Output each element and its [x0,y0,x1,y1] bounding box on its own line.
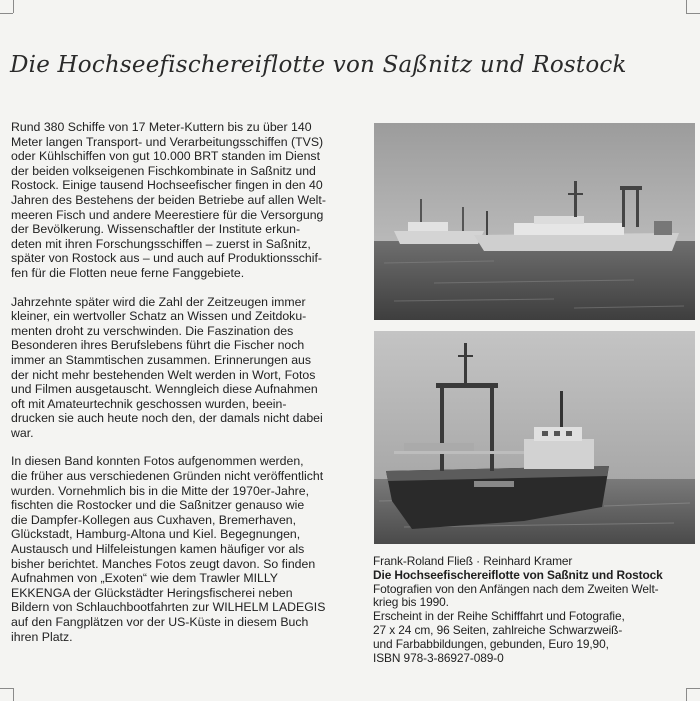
book-authors: Frank-Roland Fließ · Reinhard Kramer [373,554,573,568]
body-text [11,120,366,658]
photo-trawler-image [374,331,695,544]
photo-ships-at-sea [374,123,695,320]
crop-mark-top-left-h [0,13,13,14]
crop-mark-top-left-v [13,0,14,13]
page-title: Die Hochseefischereiflotte von Saßnitz und Rostock [10,52,627,78]
book-specs: 27 x 24 cm, 96 Seiten, zahlreiche Schwarzweiß- und Farbabbildungen, gebunden, Euro 19,90, [373,622,623,651]
crop-mark-bottom-right-h [686,688,700,689]
body-paragraph-2: Jahrzehnte später wird die Zahl der Zeitzeugen immer kleiner, ein wertvoller Schatz an Wissen und Zeitdoku- menten droht zu verschwinden. Die Faszination des Besonderen ihres Berufslebens führt die Fischer noch immer an Stammtischen zusammen. Erinnerungen aus der nicht mehr bestehenden Welt werden in Wort, Fotos und Filmen ausgetauscht. Wenngleich diese Aufnahmen oft mit Amateurtechnik geschossen wurden, beein- drucken sie auch heute noch den, der damals nicht dabei war. [11,294,323,440]
book-series: Erscheint in der Reihe Schifffahrt und Fotografie, [373,609,625,624]
book-title: Die Hochseefischereiflotte von Saßnitz und Rostock [373,567,663,582]
photo-trawler [374,331,695,544]
book-subtitle: Fotografien von den Anfängen nach dem Zweiten Welt- krieg bis 1990. [373,581,659,610]
photo-ships-at-sea-image [374,123,695,320]
crop-mark-bottom-left-v [13,688,14,701]
body-paragraph-3: In diesen Band konnten Fotos aufgenommen werden, die früher aus verschiedenen Gründen nicht veröffentlicht wurden. Vornehmlich bis in die Mitte der 1970er-Jahre, fischten die Rostocker und die Saßnitzer genauso wie die Dampfer-Kollegen aus Cuxhaven, Bremerhaven, Glückstadt, Hamburg-Altona und Kiel. Begegnungen, Austausch und Hilfeleistungen kamen häufiger vor als bisher berichtet. Manches Fotos zeugt davon. So finden Aufnahmen von „Exoten“ wie dem Trawler MILLY EKKENGA der Glückstädter Heringsfischerei neben Bildern von Schlauchbootfahrten zur WILHELM LADEGIS auf den Fangplätzen vor der US-Küste in diesem Buch ihren Platz. [11,454,326,644]
book-isbn: ISBN 978-3-86927-089-0 [373,650,504,665]
crop-mark-top-right-v [686,0,687,13]
crop-mark-bottom-left-h [0,688,13,689]
crop-mark-top-right-h [686,13,700,14]
body-paragraph-1: Rund 380 Schiffe von 17 Meter-Kuttern bis zu über 140 Meter langen Transport- und Verarbeitungsschiffen (TVS) oder Kühlschiffen von gut 10.000 BRT standen im Dienst der beiden volkseigenen Fischkombinate in Saßnitz und Rostock. Einige tausend Hochseefischer fingen in den 40 Jahren des Bestehens der beiden Betriebe auf allen Welt- meeren Fisch und andere Meerestiere für die Versorgung der Bevölkerung. Wissenschaftler der Institute erkun- deten mit ihren Forschungsschiffen – zuerst in Saßnitz, später von Rostock aus – und auch auf Produktionsschif- fen für die Flotten neue ferne Fanggebiete. [11,120,326,280]
crop-mark-bottom-right-v [686,688,687,701]
book-caption [373,555,695,665]
